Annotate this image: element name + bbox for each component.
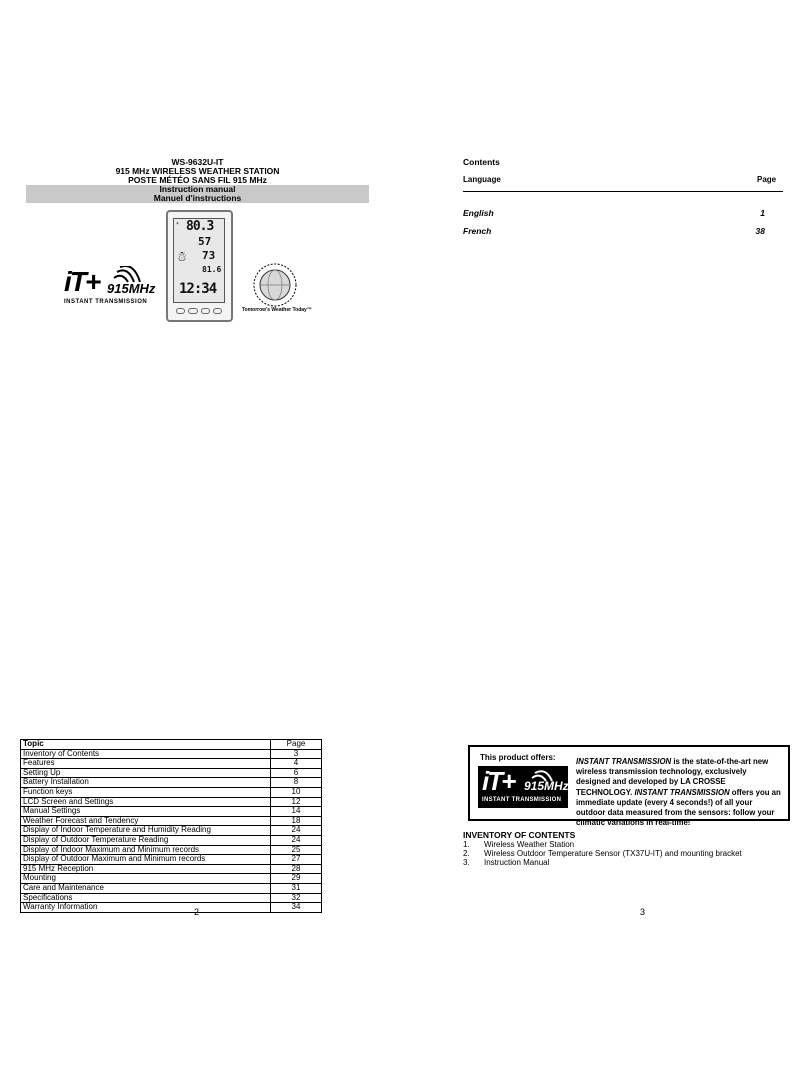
- toc-topic: Inventory of Contents: [21, 749, 271, 759]
- toc-page: 24: [271, 826, 322, 836]
- language-page: 38: [755, 226, 765, 236]
- language-page: 1: [760, 208, 765, 218]
- toc-topic: Care and Maintenance: [21, 883, 271, 893]
- toc-topic: Features: [21, 759, 271, 769]
- logo-it-text: iT+: [482, 766, 515, 796]
- manual-label-english: Instruction manual: [26, 185, 369, 194]
- station-button: [213, 308, 222, 314]
- toc-topic: Display of Outdoor Maximum and Minimum records: [21, 855, 271, 865]
- toc-topic: Weather Forecast and Tendency: [21, 816, 271, 826]
- station-button: [188, 308, 197, 314]
- offer-heading: This product offers:: [480, 753, 556, 762]
- toc-topic: Setting Up: [21, 768, 271, 778]
- toc-topic: Display of Indoor Maximum and Minimum records: [21, 845, 271, 855]
- page-number-right: 3: [640, 907, 646, 917]
- toc-header-topic: Topic: [21, 740, 271, 750]
- lcd-secondary-reading: 81.6: [202, 265, 222, 274]
- toc-page: 14: [271, 807, 322, 817]
- logo-frequency: 915MHz: [524, 779, 569, 793]
- lcd-humidity: 57: [198, 235, 212, 248]
- inventory-text: Instruction Manual: [484, 858, 550, 867]
- toc-topic: LCD Screen and Settings: [21, 797, 271, 807]
- toc-page: 8: [271, 778, 322, 788]
- forecast-figure-icon: ☃: [178, 249, 187, 265]
- toc-page: 10: [271, 787, 322, 797]
- toc-page: 4: [271, 759, 322, 769]
- offer-brand-2: INSTANT TRANSMISSION: [634, 787, 730, 797]
- offer-description: [576, 757, 782, 828]
- toc-topic: 915 MHz Reception: [21, 864, 271, 874]
- logo-it-text: iT+: [64, 266, 100, 297]
- toc-topic: Function keys: [21, 787, 271, 797]
- inventory-number: 2.: [463, 849, 470, 858]
- toc-row: [21, 864, 322, 874]
- toc-page: 25: [271, 845, 322, 855]
- toc-page: 27: [271, 855, 322, 865]
- title-english: 915 MHz WIRELESS WEATHER STATION: [115, 166, 280, 176]
- inventory-text: Wireless Outdoor Temperature Sensor (TX37U-IT) and mounting bracket: [484, 849, 742, 858]
- station-buttons: [176, 308, 222, 314]
- toc-row: [21, 855, 322, 865]
- toc-page: 6: [271, 768, 322, 778]
- contents-title: Contents: [463, 157, 500, 167]
- la-crosse-badge: [252, 262, 298, 308]
- language-name: English: [463, 208, 494, 218]
- toc-page: 28: [271, 864, 322, 874]
- inventory-text: Wireless Weather Station: [484, 840, 575, 849]
- tagline: Tomorrow's Weather Today™: [242, 307, 312, 313]
- toc-page: 34: [271, 903, 322, 913]
- lcd-outdoor-temp: 73: [202, 249, 216, 262]
- page-label: Page: [757, 175, 777, 184]
- toc-page: 3: [271, 749, 322, 759]
- title-french: POSTE MÉTÉO SANS FIL 915 MHz: [128, 175, 267, 185]
- language-row-english: [463, 208, 775, 218]
- toc-page: 29: [271, 874, 322, 884]
- toc-row: [21, 903, 322, 913]
- toc-topic: Mounting: [21, 874, 271, 884]
- toc-topic: Display of Outdoor Temperature Reading: [21, 835, 271, 845]
- globe-icon: [252, 262, 298, 308]
- toc-row: [21, 749, 322, 759]
- inventory-number: 3.: [463, 858, 470, 867]
- toc-row: [21, 787, 322, 797]
- toc-row: [21, 807, 322, 817]
- inventory-item: [463, 840, 574, 849]
- toc-page: 31: [271, 883, 322, 893]
- toc-header-page: Page: [271, 740, 322, 750]
- it-plus-logo: [62, 266, 156, 310]
- toc-header-row: [21, 740, 322, 750]
- language-label: Language: [463, 175, 501, 184]
- toc-row: [21, 826, 322, 836]
- toc-page: 12: [271, 797, 322, 807]
- logo-caption: INSTANT TRANSMISSION: [64, 299, 148, 305]
- toc-row: [21, 835, 322, 845]
- model-number: WS-9632U-IT: [171, 157, 224, 167]
- weather-station-image: [166, 210, 233, 322]
- toc-page: 24: [271, 835, 322, 845]
- it-plus-logo-inverted: [478, 766, 568, 808]
- language-row-french: [463, 226, 775, 236]
- toc-row: [21, 883, 322, 893]
- logo-frequency: 915MHz: [107, 281, 156, 296]
- language-name: French: [463, 226, 492, 236]
- product-offers-box: [468, 745, 790, 828]
- station-button: [201, 308, 210, 314]
- toc-row: [21, 874, 322, 884]
- toc-row: [21, 759, 322, 769]
- toc-topic: Warranty Information: [21, 903, 271, 913]
- logo-caption: INSTANT TRANSMISSION: [482, 797, 562, 803]
- toc-page: 18: [271, 816, 322, 826]
- toc-topic: Display of Indoor Temperature and Humidity Reading: [21, 826, 271, 836]
- toc-topic: Manual Settings: [21, 807, 271, 817]
- toc-table: [20, 739, 322, 913]
- station-button: [176, 308, 185, 314]
- inventory-number: 1.: [463, 840, 470, 849]
- lcd-display: [173, 218, 225, 303]
- manual-label-french: Manuel d'instructions: [26, 194, 369, 203]
- inventory-item: [463, 858, 549, 867]
- lcd-indoor-temp: 80.3: [186, 219, 214, 234]
- page-number-left: 2: [194, 907, 200, 917]
- inventory-title: INVENTORY OF CONTENTS: [463, 830, 576, 840]
- offer-text-1: is the state-of-the-art new wireless transmission technology, exclusively designed and developed by LA CROSSE TECHNOLOGY.: [576, 757, 769, 797]
- sun-icon: ☀: [176, 221, 180, 227]
- toc-topic: Specifications: [21, 893, 271, 903]
- offer-brand-1: INSTANT TRANSMISSION: [576, 757, 672, 766]
- toc-topic: Battery Installation: [21, 778, 271, 788]
- inventory-item: [463, 849, 742, 858]
- header-rule: [463, 191, 783, 192]
- lcd-time: 12:34: [179, 281, 217, 297]
- offer-text-2: offers you an immediate update (every 4 seconds!) of all your outdoor data measured from the sensors: follow your climatic variations in real-time!: [576, 787, 781, 828]
- toc-page: 32: [271, 893, 322, 903]
